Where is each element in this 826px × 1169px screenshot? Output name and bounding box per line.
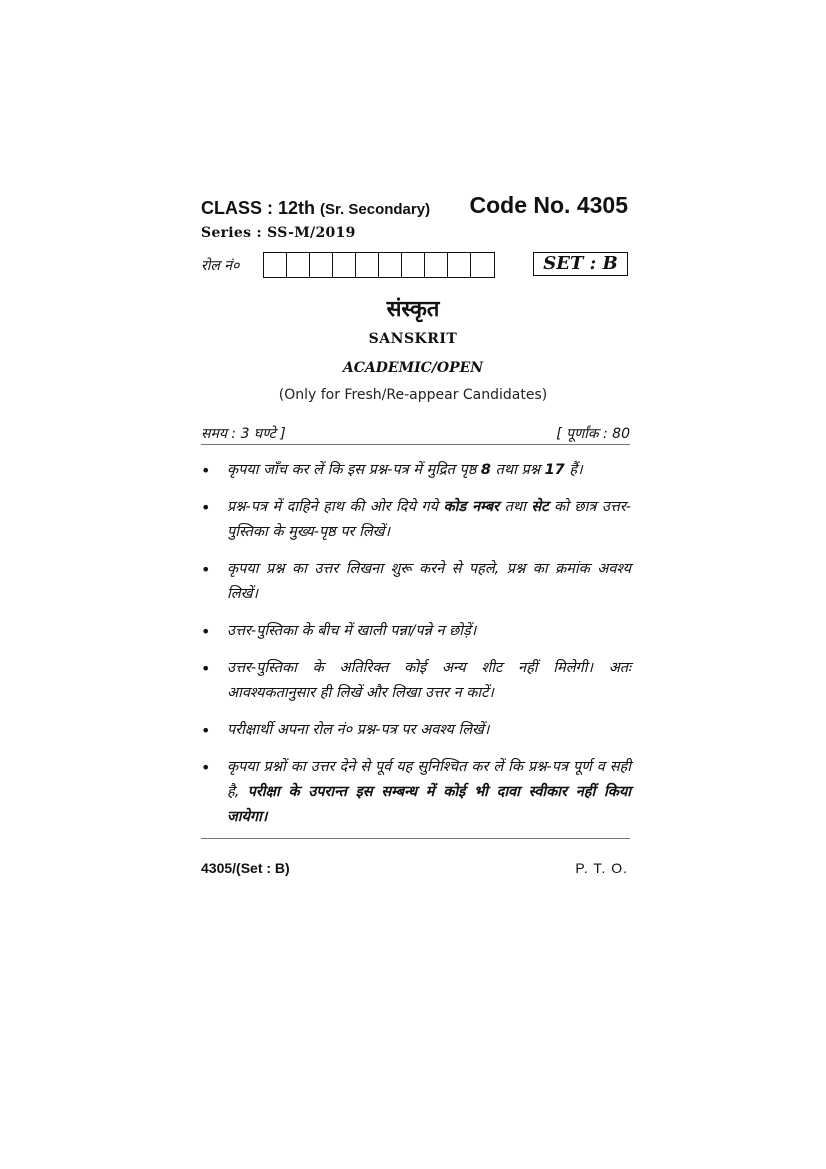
series-label: Series : SS-M/2019 [201, 225, 356, 241]
time-allowed: समय : 3 घण्टे ] [201, 426, 286, 442]
roll-digit-box[interactable] [471, 253, 494, 277]
roll-digit-box[interactable] [448, 253, 471, 277]
subject-title-english: SANSKRIT [368, 331, 458, 347]
footer-pto: P. T. O. [575, 860, 628, 876]
bullet-icon: • [201, 721, 211, 740]
candidates-note: (Only for Fresh/Re-appear Candidates) [278, 387, 548, 403]
instruction-item: • कृपया जाँच कर लें कि इस प्रश्न-पत्र में मुद्रित पृष्ठ 8 तथा प्रश्न 17 हैं। [201, 458, 631, 483]
class-paren: (Sr. Secondary) [320, 201, 431, 218]
instruction-item: • उत्तर-पुस्तिका के बीच में खाली पन्ना/पन्ने न छोड़ें। [201, 619, 631, 644]
roll-digit-box[interactable] [333, 253, 356, 277]
roll-digit-box[interactable] [402, 253, 425, 277]
class-text: CLASS : 12th [201, 198, 316, 218]
instruction-item: • उत्तर-पुस्तिका के अतिरिक्त कोई अन्य शीट नहीं मिलेगी। अतः आवश्यकतानुसार ही लिखें और लिखा उत्तर न काटें। [201, 656, 631, 706]
subject-title-hindi: संस्कृत [386, 297, 440, 322]
bullet-icon: • [201, 560, 211, 579]
instruction-item: • परीक्षार्थी अपना रोल नं० प्रश्न-पत्र पर अवश्य लिखें। [201, 718, 631, 743]
divider [201, 444, 630, 445]
bullet-icon: • [201, 461, 211, 480]
class-label [201, 198, 430, 219]
instruction-item: • कृपया प्रश्नों का उत्तर देने से पूर्व यह सुनिश्चित कर लें कि प्रश्न-पत्र पूर्ण व सही है, परीक्षा के उपरान्त इस सम्बन्ध में कोई भी दावा स्वीकार नहीं किया जायेगा। [201, 755, 631, 830]
roll-digit-box[interactable] [287, 253, 310, 277]
bullet-icon: • [201, 659, 211, 678]
roll-digit-box[interactable] [310, 253, 333, 277]
divider [201, 838, 630, 839]
roll-digit-box[interactable] [425, 253, 448, 277]
roll-digit-box[interactable] [264, 253, 287, 277]
set-label: SET : B [533, 252, 628, 276]
roll-digit-box[interactable] [356, 253, 379, 277]
bullet-icon: • [201, 758, 211, 777]
bullet-icon: • [201, 622, 211, 641]
roll-number-label: रोल नं० [201, 258, 240, 274]
roll-digit-box[interactable] [379, 253, 402, 277]
stream-label: ACADEMIC/OPEN [342, 360, 484, 376]
max-marks: [ पूर्णांक : 80 [556, 426, 630, 442]
roll-number-boxes[interactable] [263, 252, 495, 278]
bullet-icon: • [201, 498, 211, 517]
instruction-item: • कृपया प्रश्न का उत्तर लिखना शुरू करने से पहले, प्रश्न का क्रमांक अवश्य लिखें। [201, 557, 631, 607]
footer-code-set: 4305/(Set : B) [201, 860, 290, 876]
instruction-item: • प्रश्न-पत्र में दाहिने हाथ की ओर दिये गये कोड नम्बर तथा सेट को छात्र उत्तर-पुस्तिका के मुख्य-पृष्ठ पर लिखें। [201, 495, 631, 545]
instructions-list [201, 458, 631, 842]
code-number: Code No. 4305 [469, 192, 628, 218]
